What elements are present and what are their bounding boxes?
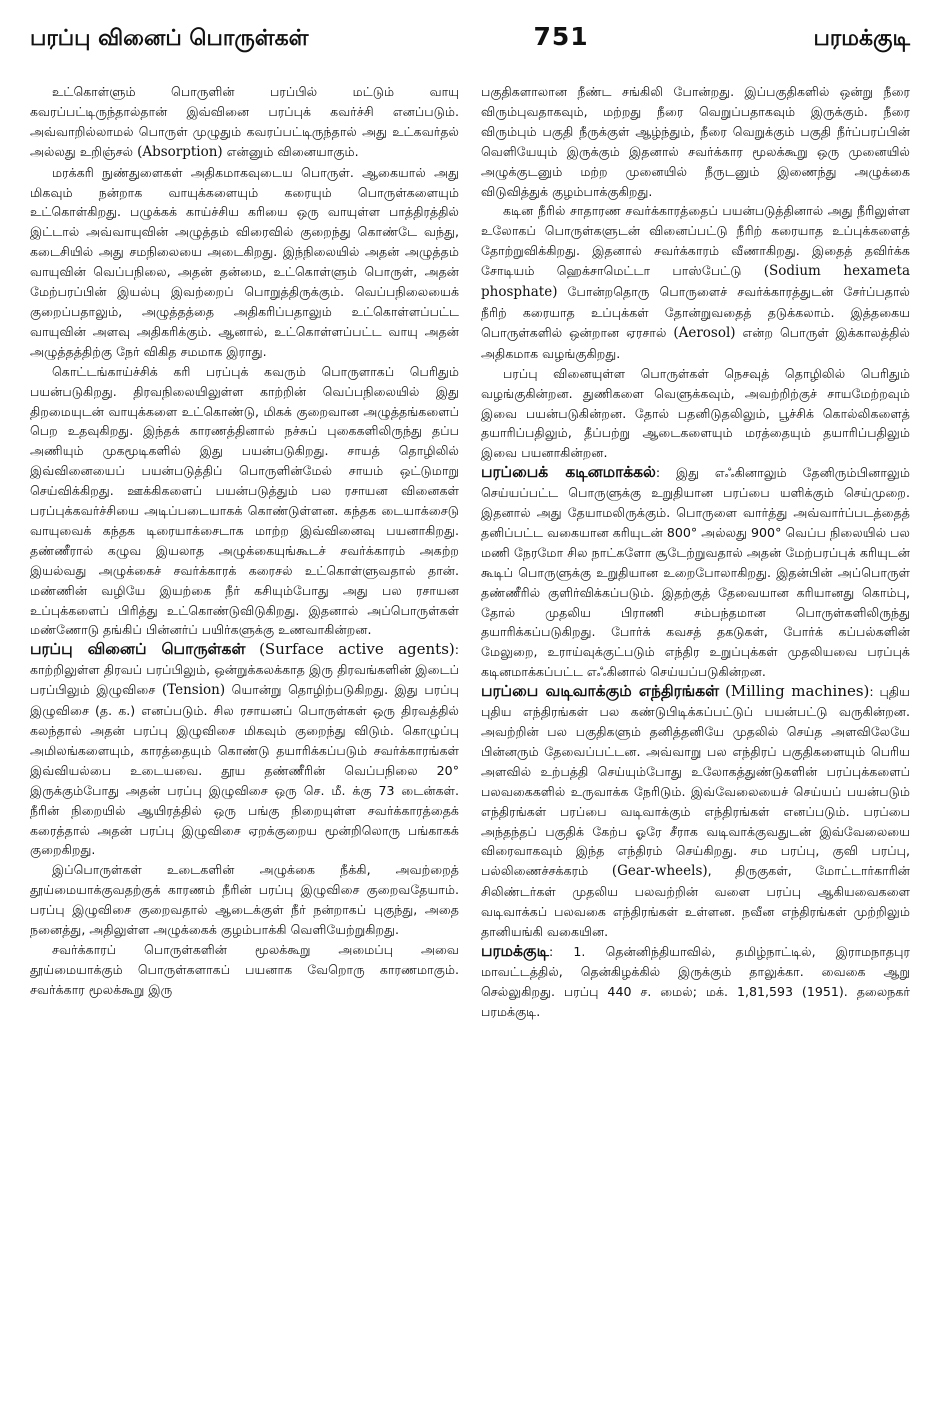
paragraph <box>30 82 459 163</box>
paragraph <box>481 201 910 363</box>
paragraph: கொட்டங்காய்ச்சிக் கரி பரப்புக் கவரும் பொருளாகப் பெரிதும் பயன்படுகிறது. திரவநிலையிலுள்ள காற்றின் வெப்பநிலையில் இது திறமையுடன் வாயுக்களை உட்கொண்டு, மிகக் குறைவான அழுத்தங்களைப் பெற உதவுகிறது. இந்தக் காரணத்தினால் நச்சுப் புகைகளிலிருந்து தப்ப அணியும் முகமூடிகளில் இது பயன்படுகிறது. சாயத் தொழிலில் இவ்வினையைப் பயன்படுத்திப் பொருளின்மேல் சாயம் ஒட்டுமாறு செய்விக்கிறது. ஊக்கிகளைப் பயன்படுத்தும் பல ரசாயன வினைகள் பரப்புக்கவர்ச்சியை அடிப்படையாகக் கொண்டுள்ளன. கந்தக டையாக்சைடு வாயுவைக் கந்தக டிரையாக்சைடாக மாற்ற இவ்வினைவு பயனாகிறது. தண்ணீரால் கழுவ இயலாத அழுக்கையுங்கூடச் சவர்க்காரம் அகற்ற இயல்வது அழுக்கைச் சவர்க்காரக் கரைசல் உட்கொள்ளுவதால் தான். மண்ணின் வழியே இயற்கை நீர் கசியும்போது அது பல ரசாயன உப்புக்களைப் பிரித்து உட்கொண்டுவிடுகிறது. இதனால் அப்பொருள்கள் மண்ணோடு தங்கிப் பின்னர்ப் பயிர்களுக்கு உணவாகின்றன. <box>30 363 459 638</box>
entry-heading: பரமக்குடி <box>481 941 549 960</box>
running-header <box>30 22 910 62</box>
entry-heading: பரப்பு வினைப் பொருள்கள் <box>30 640 246 659</box>
paragraph-text: : புதிய புதிய எந்திரங்கள் பல கண்டுபிடிக்கப்பட்டுப் பயன்பட்டு வருகின்றன. அவற்றின் பல பகுதிகளும் தனித்தனியே முதலில் செய்த அளவிலேயே பின்னரும் தேவைப்பட்டன. அவ்வாறு பல எந்திரப் பகுதிகளையும் பெரிய அளவில் உற்பத்தி செய்யும்போது உலோகத்துண்டுகளின் பரப்புக்களைப் பலவகைகளில் உருவாக்க நேரிடும். இவ்வேலையைச் செய்யப் பயன்படும் எந்திரங்கள் பரப்பை வடிவாக்கும் எந்திரங்கள் எனப்படும். பரப்பை அந்தந்தப் பகுதிக் கேற்ப ஓரே சீராக வடிவாக்குவதுடன் இவ்வேலையை விரைவாகவும் இந்த எந்திரம் செய்கிறது. சம பரப்பு, குவி பரப்பு, பல்லிணைச்சக்கரம் <box>481 684 910 879</box>
paragraph-text: என்னும் வினையாகும். <box>226 143 359 159</box>
paragraph: இப்பொருள்கள் உடைகளின் அழுக்கை நீக்கி, அவற்றைத் தூய்மையாக்குவதற்குக் காரணம் நீரின் பரப்பு இழுவிசை குறைவதேயாம். பரப்பு இழுவிசை குறைவதால் ஆடைக்குள் நீர் நன்றாகப் புகுந்து, அதை நனைத்து, அதிலுள்ள அழுக்கைக் குழம்பாக்கி வெளியேற்றுகிறது. <box>30 862 459 938</box>
entry-heading: பரப்பை வடிவாக்கும் எந்திரங்கள் <box>481 682 720 701</box>
paragraph: பரப்பு வினையுள்ள பொருள்கள் நெசவுத் தொழிலில் பெரிதும் வழங்குகின்றன. துணிகளை வெளுக்கவும், அவற்றிற்குச் சாயமேற்றவும் இவை பயன்படுகின்றன. தோல் பதனிடுதலிலும், பூச்சிக் கொல்லிகளைத் தயாரிப்பதிலும், தீப்பற்று ஆடைகளையும் மரத்தையும் தயாரிப்பதிலும் இவை பயனாகின்றன. <box>481 365 910 461</box>
paragraph-text: , திருகுகள், மோட்டார்காரின் சிலிண்டர்கள் முதலிய பலவற்றின் வளை பரப்பு ஆகியவைகளை வடிவாக்கப் பலவகை எந்திரங்கள் உள்ளன. நவீன எந்திரங்கள் முற்றிலும் தானியங்கி வகையின. <box>481 863 910 940</box>
header-right-title: பரமக்குடி <box>813 26 910 51</box>
paragraph: சவர்க்காரப் பொருள்களின் மூலக்கூறு அமைப்பு அவை தூய்மையாக்கும் பொருள்களாகப் பயனாக வேறொரு காரணமாகும். சவர்க்கார மூலக்கூறு இரு <box>30 941 459 997</box>
entry-heading-english: (Milling machines) <box>725 682 870 701</box>
english-term: (Aerosol) <box>673 324 736 341</box>
english-term: (Absorption) <box>137 143 223 160</box>
paragraph-text: போன்றதொரு பொருளைச் சவர்க்காரத்துடன் சேர்ப்பதால் நீரிற் கரையாத உப்புக்கள் தோன்றுவதைத் தடுக்கலாம். இத்தகைய பொருள்களில் ஒன்றான ஏரசால் <box>481 284 910 340</box>
paragraph-text: : காற்றிலுள்ள திரவப் பரப்பிலும், ஒன்றுக்கலக்காத இரு திரவங்களின் இடைப் பரப்பிலும் இழுவிசை <box>30 642 459 698</box>
entry-paragraph <box>481 463 910 682</box>
entry-paragraph <box>30 640 459 860</box>
entry-heading: பரப்பைக் கடினமாக்கல் <box>481 463 656 482</box>
paragraph-text: : இது எஃகினாலும் தேனிரும்பினாலும் செய்யப்பட்ட பொருளுக்கு உறுதியான பரப்பை யளிக்கும் செய்முறை. இதனால் அது தேயாமலிருக்கும். பொருளை வார்த்து அவ்வார்ப்படத்தைத் தனிப்பட்ட வகையான கரியுடன் 800° அல்லது 900° வெப்ப நிலையில் பல மணி நேரமோ சில நாட்களோ சூடேற்றுவதால் அதன் மேற்பரப்புக் கரியுடன் கூடிப் பொருளுக்கு உறுதியான உறைபோலாகிறது. இதன்பின் அப்பொருள் தண்ணீரில் குளிர்விக்கப்படும். இதற்குத் தேவையான கரியானது கொம்பு, தோல் முதலிய பிராணி சம்பந்தமான பொருள்களிலிருந்து தயாரிக்கப்படுகிறது. போர்க் கவசத் தகடுகள், போர்க் கப்பல்களின் மேலுறை, உராய்வுக்குட்படும் எந்திர உறுப்புக்கள் முதலியவை பரப்புக் கடினமாக்கப்பட்ட எஃகினால் செய்யப்படுகின்றன. <box>481 465 910 680</box>
english-term: (Tension) <box>161 682 226 699</box>
entry-paragraph <box>481 942 910 1022</box>
english-term: (Gear-wheels) <box>611 863 708 880</box>
entry-paragraph <box>481 682 910 942</box>
english-term: (Sodium hexameta phosphate) <box>481 263 910 301</box>
text-columns <box>30 82 910 1412</box>
paragraph-text: உட்கொள்ளும் பொருளின் பரப்பில் மட்டும் வாயு கவரப்பட்டிருந்தால்தான் இவ்வினை பரப்புக் கவர்ச்சி எனப்படும். அவ்வாறில்லாமல் பொருள் முழுதும் கவரப்பட்டிருந்தால் அது உட்கவர்தல் அல்லது உறிஞ்சல் <box>30 84 459 159</box>
left-column <box>30 82 459 1412</box>
right-column <box>481 82 910 1412</box>
paragraph-text: என்ற பொருள் இக்காலத்தில் அதிகமாக வழங்குகிறது. <box>481 324 910 361</box>
entry-heading-english: (Surface active agents) <box>259 640 455 659</box>
paragraph-text: கடின நீரில் சாதாரண சவர்க்காரத்தைப் பயன்படுத்தினால் அது நீரிலுள்ள உலோகப் பொருள்களுடன் வினைப்பட்டு நீரிற் கரையாத உப்புக்களைத் தோற்றுவிக்கிறது. இதனால் சவர்க்காரம் வீணாகிறது. இதைத் தவிர்க்க சோடியம் ஹெக்சாமெட்டா பாஸ்பேட்டு <box>481 203 910 279</box>
paragraph-text: : 1. தென்னிந்தியாவில், தமிழ்நாட்டில், இராமநாதபுர மாவட்டத்தில், தென்கிழக்கில் இருக்கும் தாலுக்கா. வைகை ஆறு செல்லுகிறது. பரப்பு 440 ச. மைல்; மக். 1,81,593 (1951). தலைநகர் பரமக்குடி. <box>481 943 910 1019</box>
paragraph: மரக்கரி நுண்துளைகள் அதிகமாகவுடைய பொருள். ஆகையால் அது மிகவும் நன்றாக வாயுக்களையும் கரையும் பொருள்களையும் உட்கொள்கிறது. பழுக்கக் காய்ச்சிய கரியை ஒரு வாயுள்ள பாத்திரத்தில் இட்டால் அவ்வாயுவின் அழுத்தம் விரைவில் குறைந்து கொண்டே வந்து, கடைசியில் அது சமநிலையை அடைகிறது. இந்நிலையில் அதன் அழுத்தம் வாயுவின் வெப்பநிலை, அதன் தன்மை, உட்கொள்ளும் பொருள், அதன் மேற்பரப்பின் இயல்பு இவற்றைப் பொறுத்திருக்கும். வெப்பநிலையைக் குறைப்பதாலும், அழுத்தத்தை அதிகரிப்பதாலும் உட்கொள்ளப்பட்ட வாயுவின் அளவு அதிகரிக்கும். ஆனால், உட்கொள்ளப்பட்ட வாயு அதன் அழுத்தத்திற்கு நேர் விகித சமமாக இராது. <box>30 164 459 359</box>
header-left-title: பரப்பு வினைப் பொருள்கள் <box>30 26 309 51</box>
paragraph: பகுதிகளாலான நீண்ட சங்கிலி போன்றது. இப்பகுதிகளில் ஒன்று நீரை விரும்புவதாகவும், மற்றது நீரை வெறுப்பதாகவும் இருக்கும். நீரை விரும்பும் பகுதி நீருக்குள் ஆழ்ந்தும், நீரை வெறுக்கும் பகுதி நீர்ப்பரப்பின் வெளியேயும் இருக்கும் இதனால் சவர்க்கார மூலக்கூறு ஒரு முனையில் அழுக்குடனும் மற்ற முனையில் நீருடனும் இணைந்து அழுக்கை விடுவித்துக் குழம்பாக்குகிறது. <box>481 84 910 199</box>
page-number: 751 <box>533 22 589 51</box>
paragraph-text: யொன்று தொழிற்படுகிறது. இது பரப்பு இழுவிசை (த. க.) எனப்படும். சில ரசாயனப் பொருள்கள் ஒரு திரவத்தில் கலந்தால் அதன் பரப்பு இழுவிசை மிகவும் குறைந்து விடும். கொழுப்பு அமிலங்களையும், காரத்தையும் கொண்டு தயாரிக்கப்படும் சவர்க்காரங்கள் இவ்வியல்பை உடையவை. தூய தண்ணீரின் வெப்பநிலை 20° இருக்கும்போது அதன் பரப்பு இழுவிசை ஒரு செ. மீ. க்கு 73 டைன்கள். நீரின் நிறையில் ஆயிரத்தில் ஒரு பங்கு நிறையுள்ள சவர்க்காரத்தைக் கரைத்தால் அதன் பரப்பு இழுவிசை ஏறக்குறைய மூன்றிலொரு பங்காகக் குறைகிறது. <box>30 682 459 858</box>
